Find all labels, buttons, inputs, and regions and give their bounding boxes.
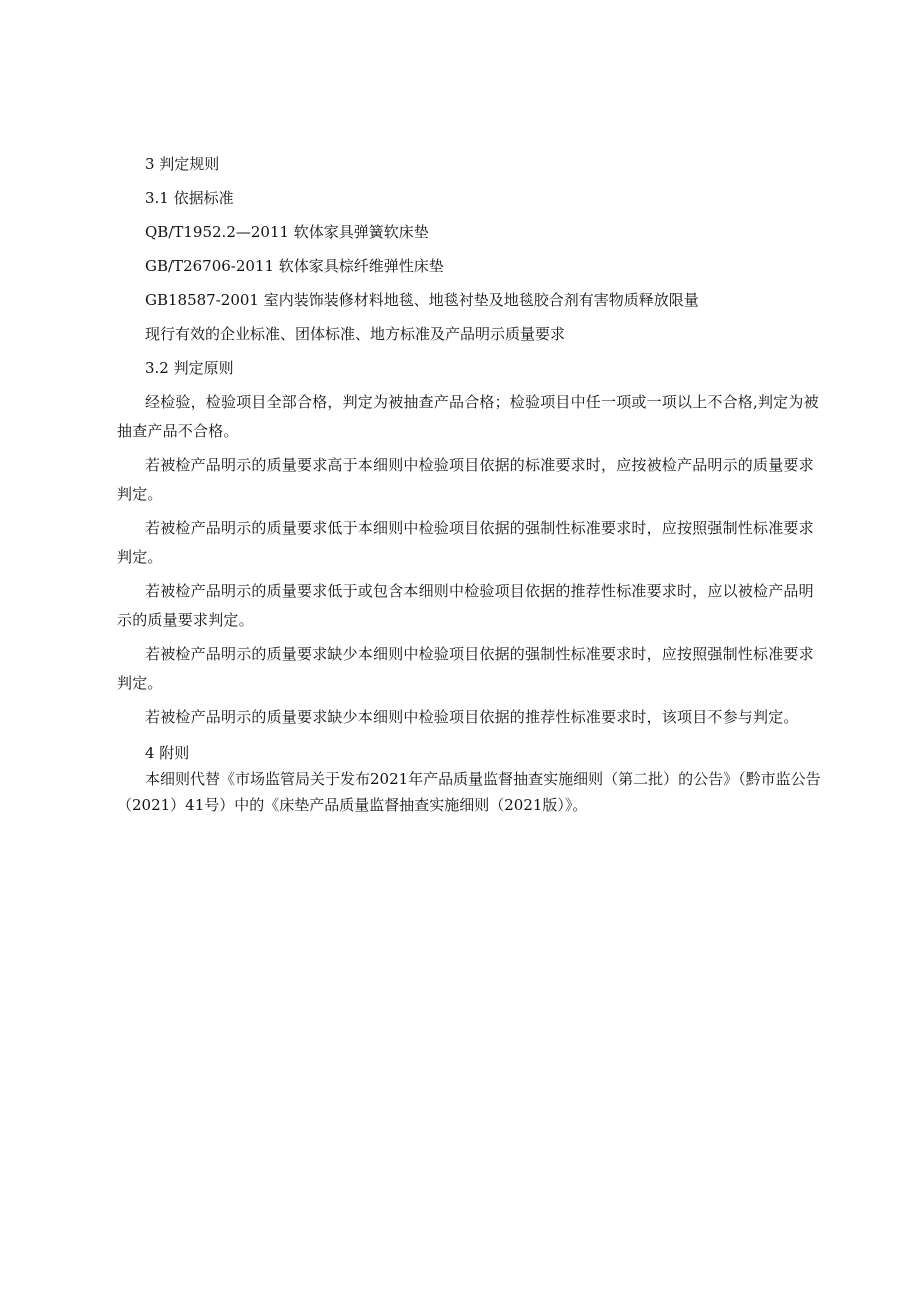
standard-item: 现行有效的企业标准、团体标准、地方标准及产品明示质量要求 bbox=[145, 325, 566, 343]
principle-paragraph: 经检验，检验项目全部合格，判定为被抽查产品合格；检验项目中任一项或一项以上不合格,判定为被抽查产品不合格。 bbox=[117, 393, 819, 440]
standard-item: QB/T1952.2—2011 软体家具弹簧软床垫 bbox=[145, 223, 429, 241]
principle-paragraph: 若被检产品明示的质量要求缺少本细则中检验项目依据的强制性标准要求时，应按照强制性标准要求判定。 bbox=[117, 645, 814, 692]
document-content bbox=[117, 150, 823, 818]
section-3-1-heading: 3.1 依据标准 bbox=[145, 189, 234, 207]
section-3-heading: 3 判定规则 bbox=[145, 155, 220, 173]
principle-paragraph: 若被检产品明示的质量要求低于本细则中检验项目依据的强制性标准要求时，应按照强制性标准要求判定。 bbox=[117, 519, 814, 566]
standard-item: GB/T26706-2011 软体家具棕纤维弹性床垫 bbox=[145, 257, 444, 275]
section-4-heading: 4 附则 bbox=[145, 744, 190, 762]
section-3-2-heading: 3.2 判定原则 bbox=[145, 359, 234, 377]
section-4-body: 本细则代替《市场监管局关于发布2021年产品质量监督抽查实施细则（第二批）的公告》（黔市监公告（2021）41号）中的《床垫产品质量监督抽查实施细则（2021版）》。 bbox=[117, 770, 821, 814]
principle-paragraph: 若被检产品明示的质量要求低于或包含本细则中检验项目依据的推荐性标准要求时，应以被检产品明示的质量要求判定。 bbox=[117, 582, 814, 629]
principle-paragraph: 若被检产品明示的质量要求缺少本细则中检验项目依据的推荐性标准要求时，该项目不参与判定。 bbox=[145, 708, 799, 726]
standard-item: GB18587-2001 室内装饰装修材料地毯、地毯衬垫及地毯胶合剂有害物质释放限量 bbox=[145, 291, 699, 309]
principle-paragraph: 若被检产品明示的质量要求高于本细则中检验项目依据的标准要求时，应按被检产品明示的质量要求判定。 bbox=[117, 456, 814, 503]
